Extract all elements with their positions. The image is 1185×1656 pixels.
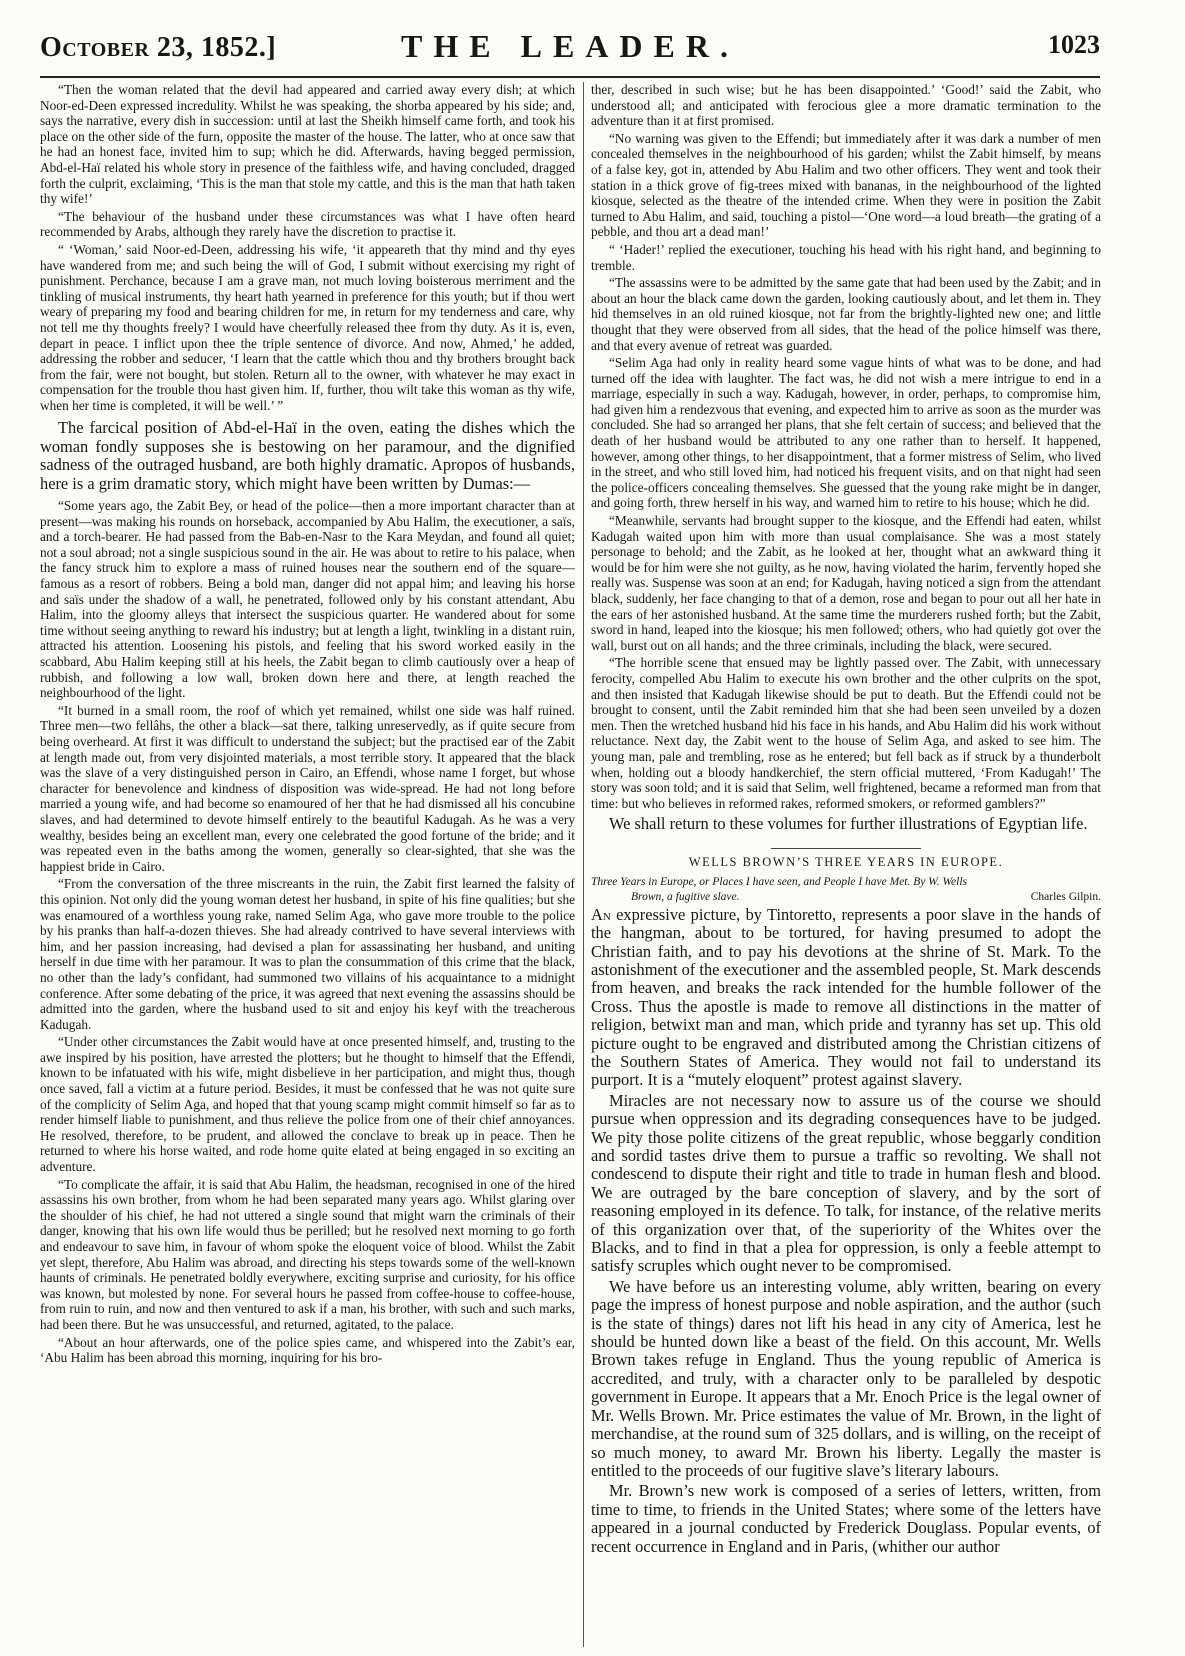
commentary-paragraph: We shall return to these volumes for further illustrations of Egyptian life. xyxy=(609,814,1088,834)
column-divider xyxy=(583,82,584,1647)
review-paragraph: We have before us an interesting volume, ably written, bearing on every page the impress of honest purpose and noble aspiration, and the author (such is the state of things) dares not lift his head in any city of America, lest he should be hunted down like a beast of the field. On this account, Mr. Wells Brown takes refuge in England. Thus the young republic of America is accredited, and truly, with a character only to be paralleled by despotic government in Europe. It appears that a Mr. Enoch Price is the legal owner of Mr. Wells Brown. Mr. Price estimates the value of Mr. Brown, in the light of merchandise, at the round sum of 325 dollars, and is willing, on the receipt of so much money, to award Mr. Brown his liberty. Legally the master is entitled to the proceeds of our fugitive slave’s literary labours. xyxy=(591,1276,1101,1480)
review-paragraph: Miracles are not necessary now to assure us of the course we should pursue when oppression and its degrading consequences have to be judged. We pity those polite citizens of the great republic, whose beggarly condition and sordid tastes drive them to pursue a traffic so revolting. We shall not condescend to dispute their right and title to trade in human flesh and blood. We are outraged by the bare conception of slavery, and by the sort of reasoning employed in its defence. To talk, for instance, of the relative merits of this organization over that, of the superiority of the Whites over the Blacks, and to find in that a plea for oppression, is only a feeble attempt to satisfy scruples which ought never to be compromised. xyxy=(591,1090,1101,1276)
paragraph: “Then the woman related that the devil had appeared and carried away every dish; at which Noor-ed-Deen expressed incredulity. Whilst he was speaking, the shorba appeared by his side; and, says the narrative, every dish in succession: until at last the Sheikh himself came forth, and took his place on the other side of the furn, opposite the master of the house. The latter, who at once saw that he had an honest face, invited him to sup; which he did. Afterwards, having begged permission, Abd-el-Haï related his whole story in presence of the faithless wife, and having concluded, dragged forth the culprit, exclaiming, ‘This is the man that stole my cattle, and this is the man that hath taken thy wife!’ xyxy=(40,82,575,207)
issue-date: October 23, 1852.] xyxy=(40,32,277,63)
review-paragraph xyxy=(591,906,1101,1090)
paragraph: “Under other circumstances the Zabit would have at once presented himself, and, trusting to the awe inspired by his position, have arrested the plotters; but he thought to himself that the Effendi, known to be infatuated with his wife, might disbelieve in her participation, and might thus, though once saved, fall a victim at a future period. Besides, it must be confessed that he was not quite sure of the complicity of Selim Aga, and hoped that that young scamp might commit himself so far as to render himself liable to punishment, and thus relieve the police from one of their chief annoyances. He resolved, therefore, to be prudent, and allowed the conclave to break up in peace. Then he returned to where his horse waited, and rode home quite elated at being engaged in so exciting an adventure. xyxy=(40,1034,575,1175)
paragraph: “About an hour afterwards, one of the police spies came, and whispered into the Zabit’s ear, ‘Abu Halim has been abroad this morning, inquiring for his bro- xyxy=(40,1334,575,1366)
review-first-word: An xyxy=(591,904,611,924)
paragraph: “ ‘Hader!’ replied the executioner, touching his head with his right hand, and beginning to tremble. xyxy=(591,241,1101,273)
paragraph: “ ‘Woman,’ said Noor-ed-Deen, addressing his wife, ‘it appeareth that thy mind and thy eyes have wandered from me; and such being the will of God, I submit without exercising my right of punishment. Perchance, because I am a grave man, not much loving boisterous merriment and the tinkling of musical instruments, thy heart hath yearned in preference for this youth; but if thou wert weary of preparing my food and bearing children for me, in return for my tenderness and care, why not tell me thy thoughts freely? I would have cheerfully released thee from thy duty. As it is, even, depart in peace. I inflict upon thee the triple sentence of divorce. And now, Ahmed,’ he added, addressing the robber and seducer, ‘I learn that the cattle which thou and thy brothers brought back from the fair, were not bought, but stolen. Return all to the owner, with whatever he may exact in compensation for the trouble thou hast given him. If, further, thou wilt take this woman as thy wife, when her time is completed, it will be well.’ ” xyxy=(40,241,575,413)
review-book-title: Three Years in Europe, or Places I have seen, and People I have Met. By W. Wells xyxy=(591,875,968,888)
review-byline xyxy=(591,891,1101,904)
paragraph: ther, described in such wise; but he has been disappointed.’ ‘Good!’ said the Zabit, who understood all; and anticipated with ferocious glee a more dramatic termination to the adventure than it at first promised. xyxy=(591,82,1101,129)
review-text: expressive picture, by Tintoretto, represents a poor slave in the hands of the hangman, about to be tortured, for having presumed to adopt the Christian faith, and to pay his devotions at the shrine of St. Mark. To the astonishment of the executioner and the assembled people, St. Mark descends from heaven, and breaks the rack intended for the humble follower of the Cross. Thus the apostle is made to remove all distinctions in the matter of religion, betwixt man and man, which pride and tyranny has set up. This old picture ought to be engraved and distributed among the Christian citizens of the Southern States of America. They would not fail to understand its purport. It is a “mutely eloquent” protest against slavery. xyxy=(591,904,1101,1090)
review-heading xyxy=(688,848,1004,870)
left-column xyxy=(40,82,575,1647)
paragraph: “The assassins were to be admitted by the same gate that had been used by the Zabit; and in about an hour the black came down the garden, looking cautiously about, and let them in. They hid themselves in an old ruined kiosque, not far from the brightly-lighted new one; and little thought that they were observed from all sides, that the head of the police himself was there, and that every avenue of retreat was guarded. xyxy=(591,275,1101,353)
paragraph: “It burned in a small room, the roof of which yet remained, whilst one side was half ruined. Three men—two fellâhs, the other a black—sat there, talking unreservedly, as if quite secure from being overheard. At first it was difficult to understand the subject; but the practised ear of the Zabit at length made out, from very disjointed materials, a most terrible story. It appeared that the black was the slave of a very distinguished person in Cairo, an Effendi, whose name I forget, but whose character for benevolence and kindness of disposition was wide-spread. He had not long before married a young wife, and had become so enamoured of her that he had dismissed all his concubine slaves, and had determined to devote himself entirely to the beautiful Kadugah. As he was a very wealthy, besides being an excellent man, every one celebrated the good fortune of the bride; and it was repeated even in the baths among the women, generally so clear-sighted, that she was the happiest bride in Cairo. xyxy=(40,702,575,874)
paragraph: “The behaviour of the husband under these circumstances was what I have often heard recommended by Arabs, although they rarely have the discretion to practise it. xyxy=(40,208,575,240)
header-rule xyxy=(40,76,1100,78)
review-title: WELLS BROWN’S THREE YEARS IN EUROPE. xyxy=(688,854,1004,869)
paragraph: “Meanwhile, servants had brought supper to the kiosque, and the Effendi had eaten, whilst Kadugah waited upon him with more than usual complaisance. She was a most stately personage to behold; and the Zabit, as he looked at her, thought what an awkward thing it would be for him were she not guilty, as he now, having violated the harim, fervently hoped she really was. Suspense was soon at an end; for Kadugah, having noticed a sign from the attendant black, suddenly, her face changing to that of a demon, rose and began to pour out all her hate in the ears of her astonished husband. At the same time the murderers rushed forth; but the Zabit, sword in hand, leaped into the kiosque; his men followed; others, who had quietly got over the wall, burst out on all hands; and the three criminals, including the black, were secured. xyxy=(591,513,1101,653)
page-number: 1023 xyxy=(1048,30,1100,59)
paragraph: “No warning was given to the Effendi; but immediately after it was dark a number of men concealed themselves in the neighbourhood of his garden; whilst the Zabit himself, by means of a false key, got in, attended by Abu Halim and two other officers. They went and took their station in a thick grove of fig-trees mixed with bananas, in the neighbourhood of the lighted kiosque, selected as the theatre of the intended crime. When they were in position the Zabit turned to Abu Halim, and said, touching a pistol—‘One word—a loud breath—the grating of a pebble, and thou art a dead man!’ xyxy=(591,130,1101,240)
masthead-title: THE LEADER. xyxy=(401,28,739,64)
review-publisher: Charles Gilpin. xyxy=(1030,890,1101,903)
right-column xyxy=(591,82,1101,1647)
paragraph: “The horrible scene that ensued may be lightly passed over. The Zabit, with unnecessary ferocity, compelled Abu Halim to execute his own brother and the other culprits on the spot, and then insisted that Kadugah likewise should be put to death. But the Effendi could not be brought to consent, until the Zabit reminded him that she had been seen unveiled by a dozen men. Then the wretched husband hid his face in his hands, and Abu Halim did his work without reluctance. Next day, the Zabit went to the house of Selim Aga, and asked to see him. The young man, pale and trembling, rose as he entered; but fell back as if struck by a thunderbolt when, holding out a bloody handkerchief, the stern official muttered, ‘From Kadugah!’ The story was soon told; and it is said that Selim, well frightened, became a reformed man from that time: but who believes in reformed rakes, reformed smokers, or reformed gamblers?” xyxy=(591,655,1101,811)
paragraph: “To complicate the affair, it is said that Abu Halim, the headsman, recognised in one of the hired assassins his own brother, from whom he had been separated many years ago. Whilst glaring over the shoulder of his chief, he had not uttered a single sound that might warn the criminals of their danger, knowing that his own life would thus be perilled; but he resolved next morning to go forth and endeavour to save him, in favour of whom spoke the eloquent voice of blood. Whilst the Zabit yet slept, therefore, Abu Halim was abroad, and directing his steps towards some of the well-known haunts of criminals. He penetrated boldly everywhere, exciting surprise and curiosity, for his office was known, but molested by none. For several hours he passed from coffee-house to coffee-house, from ruin to ruin, and now and then ventured to ask if a man, his brother, with such and such marks, had been there. But he was unsuccessful, and returned, agitated, to the palace. xyxy=(40,1176,575,1332)
page-header xyxy=(40,28,1100,76)
review-paragraph: Mr. Brown’s new work is composed of a series of letters, written, from time to time, to friends in the United States; where some of the letters have appeared in a journal conducted by Frederick Douglass. Popular events, of recent occurrence in England and in Paris, (whither our author xyxy=(591,1481,1101,1556)
paragraph: “Some years ago, the Zabit Bey, or head of the police—then a more important character than at present—was making his rounds on horseback, accompanied by Abu Halim, the executioner, a saïs, and a torch-bearer. He had passed from the Bab-en-Nasr to the Kara Meydan, and found all quiet; not a soul abroad; not a single suspicious sound in the air. He was about to retire to his palace, when the fancy struck him to explore a mass of ruined houses near the southern end of the square—famous as a resort of robbers. Being a bold man, danger did not appal him; and leaving his horse and saïs under the shadow of a wall, he penetrated, followed only by his constant attendant, Abu Halim, into the gloomy alleys that intersect the suspicious quarter. He wandered about for some time without seeing anything to reward his industry; but at length a light, twinkling in a distant ruin, attracted his attention. Loosening his pistols, and feeling that his sword worked easily in the scabbard, Abu Halim keeping still at his heels, the Zabit began to climb cautiously over a heap of rubbish, and following a low wall, broken down here and there, at length reached the neighbourhood of the light. xyxy=(40,498,575,701)
paragraph: “From the conversation of the three miscreants in the ruin, the Zabit first learned the falsity of this opinion. Not only did the young woman detest her husband, in spite of his fine qualities; but she was enamoured of a worthless young rake, named Selim Aga, who gave more trouble to the police by his pranks than half-a-dozen thieves. She had already contrived to have several interviews with him, and her passion increasing, had devised a plan for assassinating her husband, and uniting herself in due time with her paramour. It was to plan the consummation of this crime that the black, no other than the lady’s confidant, had summoned two villains of his acquaintance to a midnight conference. After some debating of the price, it was agreed that next evening the assassins should be admitted into the garden, where the husband used to sit and enjoy his keyf with the treacherous Kadugah. xyxy=(40,876,575,1032)
commentary-paragraph: The farcical position of Abd-el-Haï in the oven, eating the dishes which the woman fondly supposes she is bestowing on her paramour, and the dignified sadness of the outraged husband, are both highly dramatic. Apropos of husbands, here is a grim dramatic story, which might have been written by Dumas:— xyxy=(40,418,575,493)
paragraph: “Selim Aga had only in reality heard some vague hints of what was to be done, and had turned off the idea with laughter. The fact was, he did not wish a mere intrigue to end in a marriage, especially in such a way. Kadugah, however, in order, perhaps, to compromise him, had given him a rendezvous that evening, and expected him to arrive as soon as the murder was concluded. She had so arranged her plans, that she felt certain of success; and believed that the death of her husband would be attributed to any one rather than to herself. It happened, however, among other things, to her disappointment, that a former mistress of Selim, who lived in the street, and who still loved him, had noticed his frequent visits, and on that night had seen the police-officers concealing themselves. She guessed that the young rake might be in danger, and going forth, threw herself in his way, and warned him to retire to his house; which he did. xyxy=(591,355,1101,511)
review-author-note: Brown, a fugitive slave. xyxy=(631,890,740,903)
